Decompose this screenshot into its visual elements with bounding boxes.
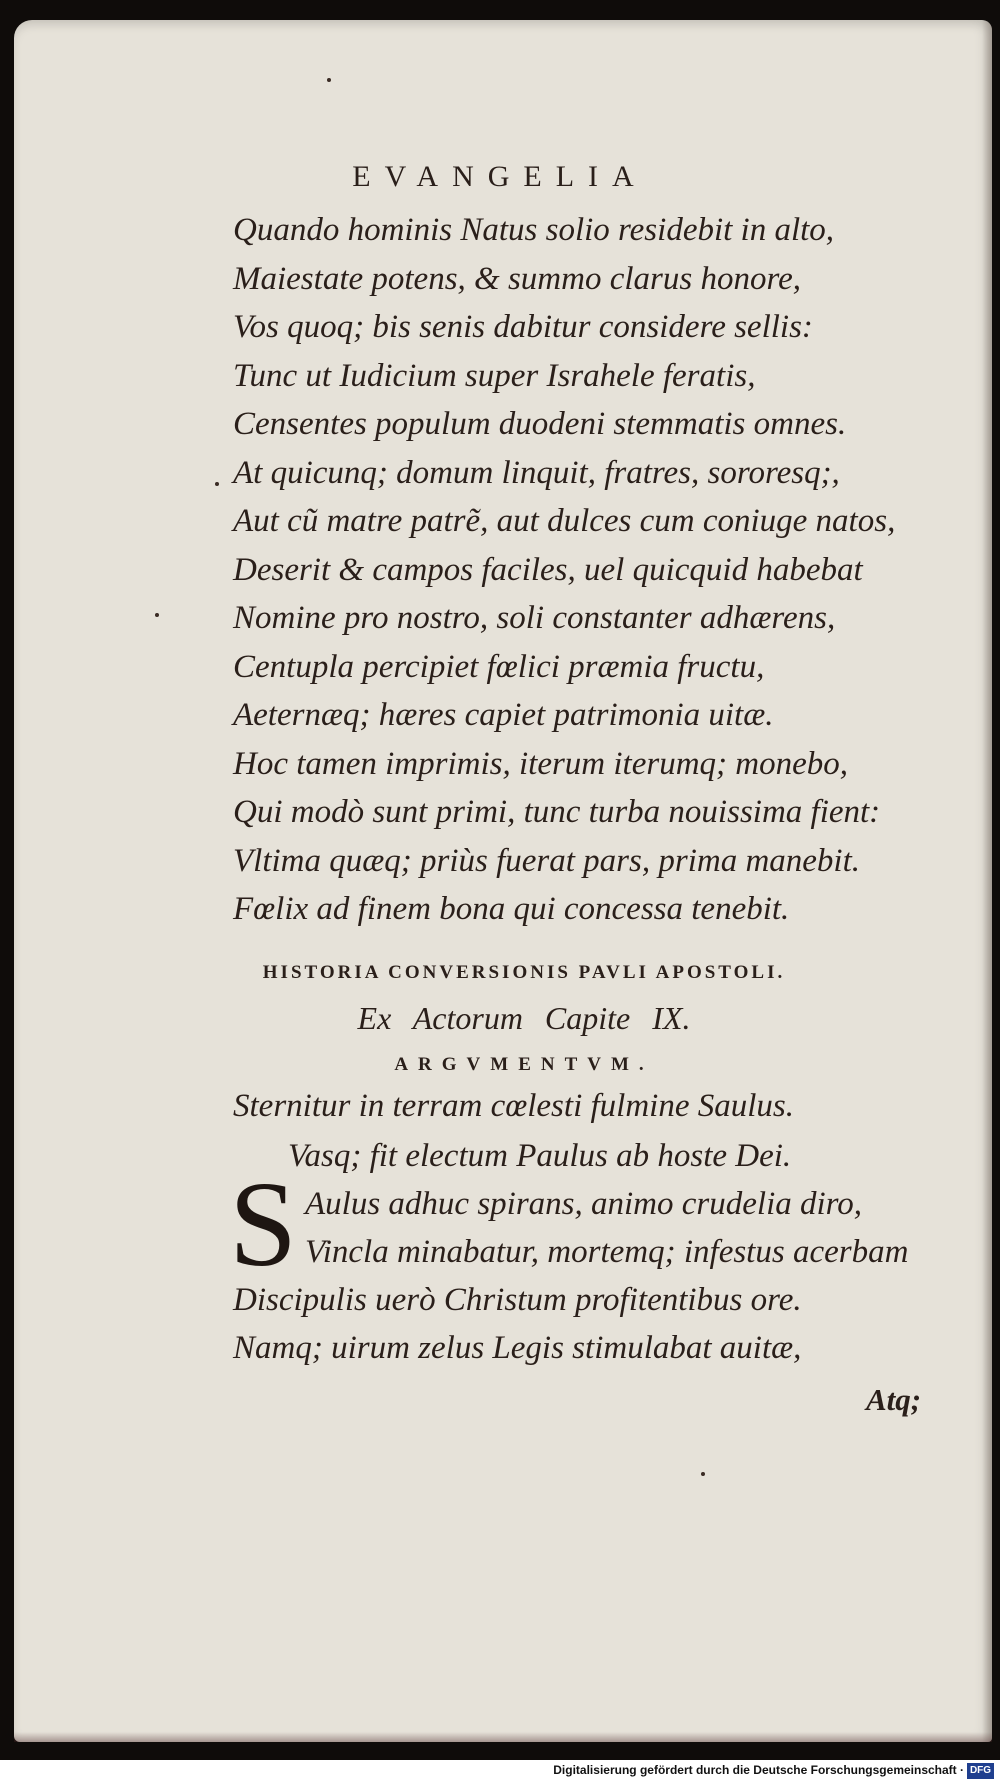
verse-block [233,206,973,934]
argument-label: ARGVMENTVM. [394,1054,654,1075]
body-line: Aulus adhuc spirans, animo crudelia diro, [305,1186,863,1222]
page-edge-shadow [982,20,992,1742]
section-heading: HISTORIA CONVERSIONIS PAVLI APOSTOLI. [262,962,786,983]
dfg-logo: DFG [967,1763,994,1779]
paper-speck [155,613,159,617]
body-line: Vincla minabatur, mortemq; infestus acerbam [305,1234,909,1270]
verse-line: Qui modò sunt primi, tunc turba nouissima fient: [233,794,881,830]
catchword: Atq; [866,1382,922,1417]
verse-line: Centupla percipiet fœlici præmia fructu, [233,648,765,685]
verse-line: Vltima quæq; priùs fuerat pars, prima manebit. [233,842,861,879]
argument-line: Vasq; fit electum Paulus ab hoste Dei. [288,1138,792,1174]
page-bottom-edge [14,1732,992,1742]
section-subheading: Ex Actorum Capite IX. [357,1000,691,1036]
dropcap-initial: S [229,1157,297,1292]
verse-line: Aeternæq; hæres capiet patrimonia uitæ. [233,697,774,733]
paper-speck [215,482,219,486]
verse-line: Censentes populum duodeni stemmatis omnes. [233,406,847,442]
body-line: Namq; uirum zelus Legis stimulabat auitæ, [233,1330,802,1366]
verse-line: Quando hominis Natus solio residebit in alto, [233,212,835,248]
verse-line: Tunc ut Iudicium super Israhele feratis, [233,357,756,394]
verse-line: Aut cũ matre patrẽ, aut dulces cum coniuge natos, [233,503,896,539]
verse-line: At quicunq; domum linquit, fratres, sororesq;, [233,454,840,491]
footer-credit: Digitalisierung gefördert durch die Deutsche Forschungsgemeinschaft · [553,1763,964,1777]
verse-line: Deserit & campos faciles, uel quicquid habebat [233,551,863,588]
verse-line: Nomine pro nostro, soli constanter adhærens, [233,600,836,636]
running-head: EVANGELIA [352,160,648,193]
verse-line: Hoc tamen imprimis, iterum iterumq; monebo, [233,745,849,782]
verse-line: Vos quoq; bis senis dabitur considere sellis: [233,309,813,345]
verse-line: Fœlix ad finem bona qui concessa tenebit. [233,891,790,927]
paper-speck [327,78,331,82]
paper-speck [701,1472,705,1476]
body-line: Discipulis uerò Christum profitentibus ore. [233,1282,802,1318]
verse-line: Maiestate potens, & summo clarus honore, [233,260,801,297]
argument-line: Sternitur in terram cœlesti fulmine Saulus. [233,1088,794,1124]
